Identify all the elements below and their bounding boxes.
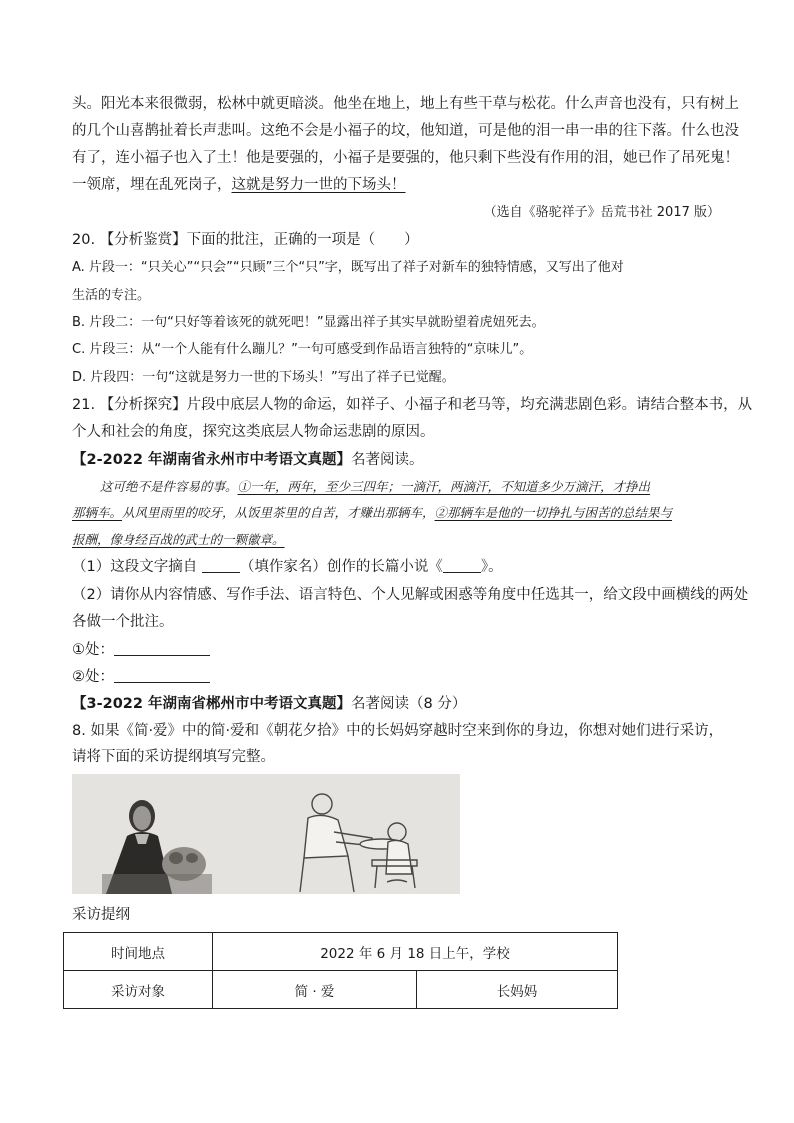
passage-line-1: 头。阳光本来很微弱，松林中就更暗淡。他坐在地上，地上有些干草与松花。什么声音也没有，只有树上 bbox=[72, 96, 739, 112]
illustration-drawing bbox=[72, 774, 460, 894]
section3-header-title: 【3-2022 年湖南省郴州市中考语文真题】 bbox=[72, 696, 352, 712]
passage-line-4 bbox=[72, 175, 732, 195]
table-row bbox=[64, 971, 618, 1009]
q20-stem: 20. 【分析鉴赏】下面的批注，正确的一项是（ ） bbox=[72, 232, 419, 248]
section2-q2-line-1: （2）请你从内容情感、写作手法、语言特色、个人见解或困惑等角度中任选其一，给文段中画横线的两处 bbox=[72, 587, 749, 603]
section2-q2-line-2: 各做一个批注。 bbox=[72, 614, 174, 630]
answer-1-label: ①处： bbox=[72, 642, 114, 658]
outline-title: 采访提纲 bbox=[72, 907, 130, 923]
answer-2-label: ②处： bbox=[72, 669, 114, 685]
novel-title-answer-blank[interactable] bbox=[443, 558, 481, 573]
q20-option-a-line-1: A. 片段一：“只关心”“只会”“只顾”三个“只”字，既写出了祥子对新车的独特情感，又写出了他对 bbox=[72, 260, 624, 275]
section2-header-tail: 名著阅读。 bbox=[351, 452, 424, 468]
section2-answer-1 bbox=[72, 640, 732, 660]
excerpt-underline-1a: ①一年，两年，至少三四年；一滴汗，两滴汗，不知道多少万滴汗，才挣出 bbox=[237, 479, 651, 494]
answer-1-blank[interactable] bbox=[114, 641, 210, 656]
q1-part-c: 》。 bbox=[480, 559, 503, 575]
table-cell-time-place-label: 时间地点 bbox=[64, 933, 213, 971]
excerpt-plain-b: 从风里雨里的咬牙，从饭里茶里的自苦，才赚出那辆车， bbox=[122, 505, 435, 520]
section3-header-tail: 名著阅读（8 分） bbox=[351, 696, 467, 712]
section2-excerpt-line-2 bbox=[72, 503, 732, 523]
q8-line-1: 8. 如果《简·爱》中的简·爱和《朝花夕拾》中的长妈妈穿越时空来到你的身边，你想对她们进行采访， bbox=[72, 723, 724, 739]
excerpt-underline-1b: 那辆车。 bbox=[72, 505, 123, 520]
excerpt-underline-2b: 报酬，像身经百战的武士的一颗徽章。 bbox=[72, 532, 285, 547]
q20-option-b: B. 片段二：一句“只好等着该死的就死吧！”显露出祥子其实早就盼望着虎妞死去。 bbox=[72, 315, 545, 330]
table-cell-a-chang: 长妈妈 bbox=[417, 971, 618, 1009]
section2-header bbox=[72, 450, 732, 470]
table-cell-jane-eyre: 简 · 爱 bbox=[213, 971, 417, 1009]
section3-header bbox=[72, 694, 732, 714]
q20-option-d: D. 片段四：一句“这就是努力一世的下场头！”写出了祥子已觉醒。 bbox=[72, 370, 455, 385]
passage-line-3: 有了，连小福子也入了土！他是要强的，小福子是要强的，他只剩下些没有作用的泪，她已作了吊死鬼！ bbox=[72, 150, 739, 166]
answer-2-blank[interactable] bbox=[114, 668, 210, 683]
q20-option-c: C. 片段三：从“一个人能有什么蹦儿？”一句可感受到作品语言独特的“京味儿”。 bbox=[72, 342, 533, 357]
passage-line-2: 的几个山喜鹊扯着长声悲叫。这绝不会是小福子的坟，他知道，可是他的泪一串一串的往下落。什么也没 bbox=[72, 123, 739, 139]
q20-option-a-line-2: 生活的专注。 bbox=[72, 288, 151, 303]
table-cell-interviewee-label: 采访对象 bbox=[64, 971, 213, 1009]
q21-line-1: 21. 【分析探究】片段中底层人物的命运，如祥子、小福子和老马等，均充满悲剧色彩。请结合整本书，从 bbox=[72, 397, 753, 413]
illustration-jane-eyre-and-a-chang bbox=[72, 774, 460, 894]
interview-outline-table bbox=[63, 932, 618, 1009]
table-cell-time-place-value: 2022 年 6 月 18 日上午，学校 bbox=[213, 933, 618, 971]
q8-line-2: 请将下面的采访提纲填写完整。 bbox=[72, 749, 275, 765]
excerpt-plain-a: 这可绝不是件容易的事。 bbox=[100, 479, 238, 494]
q21-line-2: 个人和社会的角度，探究这类底层人物命运悲剧的原因。 bbox=[72, 424, 435, 440]
excerpt-underline-2a: ②那辆车是他的一切挣扎与困苦的总结果与 bbox=[434, 505, 673, 520]
section2-header-title: 【2-2022 年湖南省永州市中考语文真题】 bbox=[72, 452, 352, 468]
passage-line-4-plain: 一领席，埋在乱死岗子， bbox=[72, 177, 232, 193]
section2-excerpt-line-3 bbox=[72, 530, 732, 550]
passage-line-4-underlined: 这就是努力一世的下场头！ bbox=[231, 177, 406, 193]
passage-source: （选自《骆驼祥子》岳荒书社 2017 版） bbox=[483, 205, 720, 220]
section2-q1 bbox=[72, 557, 732, 577]
section2-excerpt-line-1 bbox=[100, 477, 720, 497]
table-row bbox=[64, 933, 618, 971]
author-answer-blank[interactable] bbox=[202, 558, 240, 573]
section2-answer-2 bbox=[72, 667, 732, 687]
q1-part-a: （1）这段文字摘自 bbox=[72, 559, 198, 575]
q1-part-b: （填作家名）创作的长篇小说《 bbox=[239, 559, 443, 575]
